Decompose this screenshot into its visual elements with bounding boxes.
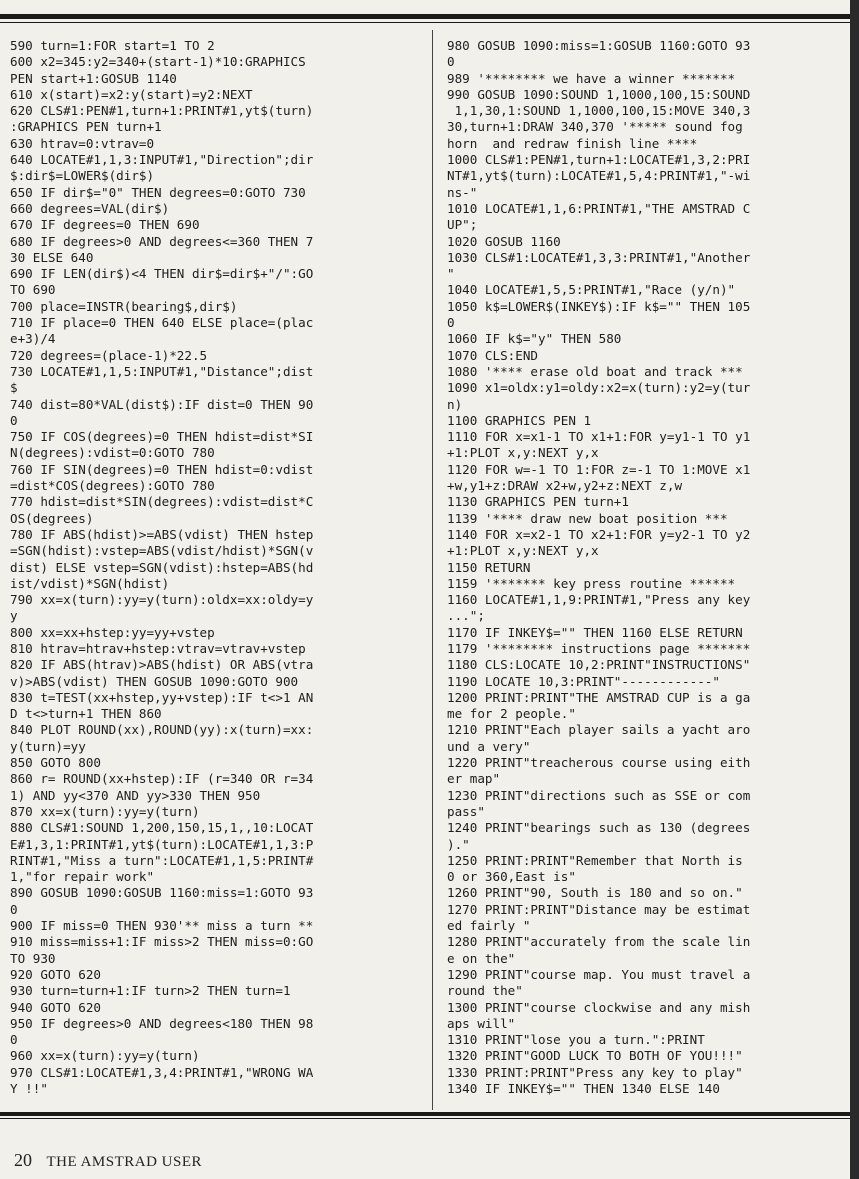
code-line: 760 IF SIN(degrees)=0 THEN hdist=0:vdist: [10, 461, 314, 477]
code-line: y: [10, 608, 18, 624]
code-line: Y !!": [10, 1081, 48, 1096]
page-edge-shadow: [850, 0, 859, 1179]
code-line: 980 GOSUB 1090:miss=1:GOSUB 1160:GOTO 93: [447, 38, 751, 53]
code-line: 1210 PRINT"Each player sails a yacht aro: [447, 722, 751, 738]
code-line: round the": [447, 983, 523, 999]
code-line: 620 CLS#1:PEN#1,turn+1:PRINT#1,yt$(turn): [10, 103, 314, 119]
code-line: 930 turn=turn+1:IF turn>2 THEN turn=1: [10, 983, 291, 999]
code-line: 1220 PRINT"treacherous course using eith: [447, 755, 751, 771]
code-line: 1150 RETURN: [447, 559, 531, 575]
code-line: ist/vdist)*SGN(hdist): [10, 575, 170, 591]
code-line: OS(degrees): [10, 510, 94, 526]
code-line: dist) ELSE vstep=SGN(vdist):hstep=ABS(hd: [10, 559, 314, 575]
code-line: :GRAPHICS PEN turn+1: [10, 119, 162, 135]
code-line: ed fairly ": [447, 918, 531, 934]
code-line: me for 2 people.": [447, 706, 576, 722]
code-line: und a very": [447, 738, 531, 754]
code-line: e on the": [447, 950, 516, 966]
code-line: 1) AND yy<370 AND yy>330 THEN 950: [10, 787, 261, 803]
code-line: n): [447, 396, 463, 412]
code-line: 1340 IF INKEY$="" THEN 1340 ELSE 140: [447, 1081, 720, 1096]
code-line: 1030 CLS#1:LOCATE#1,3,3:PRINT#1,"Another: [447, 249, 751, 265]
code-line: 890 GOSUB 1090:GOSUB 1160:miss=1:GOTO 93: [10, 885, 314, 901]
code-line: 670 IF degrees=0 THEN 690: [10, 217, 200, 233]
code-line: 1280 PRINT"accurately from the scale lin: [447, 934, 751, 950]
code-line: e+3)/4: [10, 331, 56, 347]
page-footer: [14, 1150, 202, 1171]
code-line: 1200 PRINT:PRINT"THE AMSTRAD CUP is a ga: [447, 689, 751, 705]
magazine-title: THE AMSTRAD USER: [46, 1154, 203, 1170]
code-line: 880 CLS#1:SOUND 1,200,150,15,1,,10:LOCAT: [10, 820, 314, 836]
code-line: 840 PLOT ROUND(xx),ROUND(yy):x(turn)=xx:: [10, 722, 314, 738]
code-line: 1020 GOSUB 1160: [447, 233, 561, 249]
code-line: UP";: [447, 217, 478, 233]
code-line: RINT#1,"Miss a turn":LOCATE#1,1,5:PRINT#: [10, 852, 314, 868]
code-line: 1000 CLS#1:PEN#1,turn+1:LOCATE#1,3,2:PRI: [447, 152, 751, 168]
code-line: 30,turn+1:DRAW 340,370 '***** sound fog: [447, 119, 743, 135]
code-line: 650 IF dir$="0" THEN degrees=0:GOTO 730: [10, 184, 306, 200]
code-line: 780 IF ABS(hdist)>=ABS(vdist) THEN hstep: [10, 526, 314, 542]
code-line: N(degrees):vdist=0:GOTO 780: [10, 445, 215, 461]
code-line: 1060 IF k$="y" THEN 580: [447, 331, 622, 347]
code-line: 690 IF LEN(dir$)<4 THEN dir$=dir$+"/":GO: [10, 266, 314, 282]
code-line: ).": [447, 836, 470, 852]
code-line: 1270 PRINT:PRINT"Distance may be estimat: [447, 901, 751, 917]
code-line: 1,"for repair work": [10, 869, 155, 885]
bottom-rule-thin: [0, 1118, 850, 1119]
code-line: 590 turn=1:FOR start=1 TO 2: [10, 38, 215, 53]
code-line: 1120 FOR w=-1 TO 1:FOR z=-1 TO 1:MOVE x1: [447, 461, 751, 477]
code-line: 1,1,30,1:SOUND 1,1000,100,15:MOVE 340,3: [447, 103, 751, 119]
code-line: D t<>turn+1 THEN 860: [10, 706, 162, 722]
code-line: 0: [447, 54, 455, 70]
code-line: ...";: [447, 608, 485, 624]
code-line: +1:PLOT x,y:NEXT y,x: [447, 543, 599, 559]
code-line: aps will": [447, 1015, 516, 1031]
listing-right-column: [447, 38, 849, 1097]
code-line: 0: [10, 1032, 18, 1048]
code-line: 810 htrav=htrav+hstep:vtrav=vtrav+vstep: [10, 640, 306, 656]
code-line: 680 IF degrees>0 AND degrees<=360 THEN 7: [10, 233, 314, 249]
code-line: +1:PLOT x,y:NEXT y,x: [447, 445, 599, 461]
code-line: 950 IF degrees>0 AND degrees<180 THEN 98: [10, 1015, 314, 1031]
code-line: 1090 x1=oldx:y1=oldy:x2=x(turn):y2=y(tur: [447, 380, 751, 396]
column-divider: [432, 30, 433, 1110]
code-line: 1110 FOR x=x1-1 TO x1+1:FOR y=y1-1 TO y1: [447, 429, 751, 445]
code-line: NT#1,yt$(turn):LOCATE#1,5,4:PRINT#1,"-wi: [447, 168, 751, 184]
code-line: 610 x(start)=x2:y(start)=y2:NEXT: [10, 86, 253, 102]
code-line: 1180 CLS:LOCATE 10,2:PRINT"INSTRUCTIONS": [447, 657, 751, 673]
code-line: 1080 '**** erase old boat and track ***: [447, 363, 743, 379]
listing-left-column: [10, 38, 420, 1097]
code-line: PEN start+1:GOSUB 1140: [10, 70, 177, 86]
code-line: 820 IF ABS(htrav)>ABS(hdist) OR ABS(vtra: [10, 657, 314, 673]
code-line: =dist*COS(degrees):GOTO 780: [10, 478, 215, 494]
top-rule-thin: [0, 22, 850, 23]
code-line: 1050 k$=LOWER$(INKEY$):IF k$="" THEN 105: [447, 298, 751, 314]
code-line: 920 GOTO 620: [10, 966, 101, 982]
code-line: 750 IF COS(degrees)=0 THEN hdist=dist*SI: [10, 429, 314, 445]
code-line: ": [447, 266, 455, 282]
code-line: 1300 PRINT"course clockwise and any mish: [447, 999, 751, 1015]
code-line: 630 htrav=0:vtrav=0: [10, 135, 155, 151]
code-line: =SGN(hdist):vstep=ABS(vdist/hdist)*SGN(v: [10, 543, 314, 559]
code-line: 990 GOSUB 1090:SOUND 1,1000,100,15:SOUND: [447, 86, 751, 102]
code-line: 940 GOTO 620: [10, 999, 101, 1015]
code-line: TO 690: [10, 282, 56, 298]
code-line: TO 930: [10, 950, 56, 966]
code-line: 0: [10, 901, 18, 917]
code-line: E#1,3,1:PRINT#1,yt$(turn):LOCATE#1,1,3:P: [10, 836, 314, 852]
code-line: 600 x2=345:y2=340+(start-1)*10:GRAPHICS: [10, 54, 306, 70]
code-line: 1179 '******** instructions page *******: [447, 640, 751, 656]
code-line: 1330 PRINT:PRINT"Press any key to play": [447, 1064, 743, 1080]
code-line: 1250 PRINT:PRINT"Remember that North is: [447, 852, 743, 868]
bottom-rule: [0, 1112, 850, 1116]
code-line: 0: [447, 315, 455, 331]
code-line: 1240 PRINT"bearings such as 130 (degrees: [447, 820, 751, 836]
code-line: 1040 LOCATE#1,5,5:PRINT#1,"Race (y/n)": [447, 282, 736, 298]
code-line: 770 hdist=dist*SIN(degrees):vdist=dist*C: [10, 494, 314, 510]
code-line: 1010 LOCATE#1,1,6:PRINT#1,"THE AMSTRAD C: [447, 200, 751, 216]
code-line: 1139 '**** draw new boat position ***: [447, 510, 728, 526]
code-line: 1140 FOR x=x2-1 TO x2+1:FOR y=y2-1 TO y2: [447, 526, 751, 542]
code-line: 1170 IF INKEY$="" THEN 1160 ELSE RETURN: [447, 624, 743, 640]
code-line: 790 xx=x(turn):yy=y(turn):oldx=xx:oldy=y: [10, 592, 314, 608]
code-line: $:dir$=LOWER$(dir$): [10, 168, 155, 184]
code-line: 860 r= ROUND(xx+hstep):IF (r=340 OR r=34: [10, 771, 314, 787]
code-line: 870 xx=x(turn):yy=y(turn): [10, 803, 200, 819]
top-rule: [0, 14, 850, 19]
code-line: 700 place=INSTR(bearing$,dir$): [10, 298, 238, 314]
code-line: 1190 LOCATE 10,3:PRINT"------------": [447, 673, 720, 689]
code-line: 1260 PRINT"90, South is 180 and so on.": [447, 885, 743, 901]
code-line: 1230 PRINT"directions such as SSE or com: [447, 787, 751, 803]
code-line: 730 LOCATE#1,1,5:INPUT#1,"Distance";dist: [10, 363, 314, 379]
code-line: +w,y1+z:DRAW x2+w,y2+z:NEXT z,w: [447, 478, 683, 494]
code-line: y(turn)=yy: [10, 738, 86, 754]
code-line: 0 or 360,East is": [447, 869, 576, 885]
code-line: 900 IF miss=0 THEN 930'** miss a turn **: [10, 918, 314, 934]
code-line: 989 '******** we have a winner *******: [447, 70, 736, 86]
code-line: 800 xx=xx+hstep:yy=yy+vstep: [10, 624, 215, 640]
code-line: 710 IF place=0 THEN 640 ELSE place=(plac: [10, 315, 314, 331]
code-line: ns-": [447, 184, 478, 200]
code-line: 1290 PRINT"course map. You must travel a: [447, 966, 751, 982]
code-line: 720 degrees=(place-1)*22.5: [10, 347, 208, 363]
code-line: 1100 GRAPHICS PEN 1: [447, 412, 592, 428]
code-line: 1160 LOCATE#1,1,9:PRINT#1,"Press any key: [447, 592, 751, 608]
code-line: 830 t=TEST(xx+hstep,yy+vstep):IF t<>1 AN: [10, 689, 314, 705]
code-line: 30 ELSE 640: [10, 249, 94, 265]
code-line: pass": [447, 803, 485, 819]
code-line: 740 dist=80*VAL(dist$):IF dist=0 THEN 90: [10, 396, 314, 412]
code-line: 1310 PRINT"lose you a turn.":PRINT: [447, 1032, 705, 1048]
code-line: 1130 GRAPHICS PEN turn+1: [447, 494, 629, 510]
code-line: 1320 PRINT"GOOD LUCK TO BOTH OF YOU!!!": [447, 1048, 743, 1064]
code-line: 0: [10, 412, 18, 428]
code-line: $: [10, 380, 18, 396]
page-number: 20: [14, 1150, 32, 1170]
code-line: horn and redraw finish line ****: [447, 135, 698, 151]
code-line: 910 miss=miss+1:IF miss>2 THEN miss=0:GO: [10, 934, 314, 950]
code-line: 850 GOTO 800: [10, 755, 101, 771]
code-line: 970 CLS#1:LOCATE#1,3,4:PRINT#1,"WRONG WA: [10, 1064, 314, 1080]
code-line: 1159 '******* key press routine ******: [447, 575, 736, 591]
code-line: 1070 CLS:END: [447, 347, 538, 363]
code-line: er map": [447, 771, 501, 787]
code-line: 960 xx=x(turn):yy=y(turn): [10, 1048, 200, 1064]
code-line: 640 LOCATE#1,1,3:INPUT#1,"Direction";dir: [10, 152, 314, 168]
code-line: 660 degrees=VAL(dir$): [10, 200, 170, 216]
code-line: v)>ABS(vdist) THEN GOSUB 1090:GOTO 900: [10, 673, 299, 689]
